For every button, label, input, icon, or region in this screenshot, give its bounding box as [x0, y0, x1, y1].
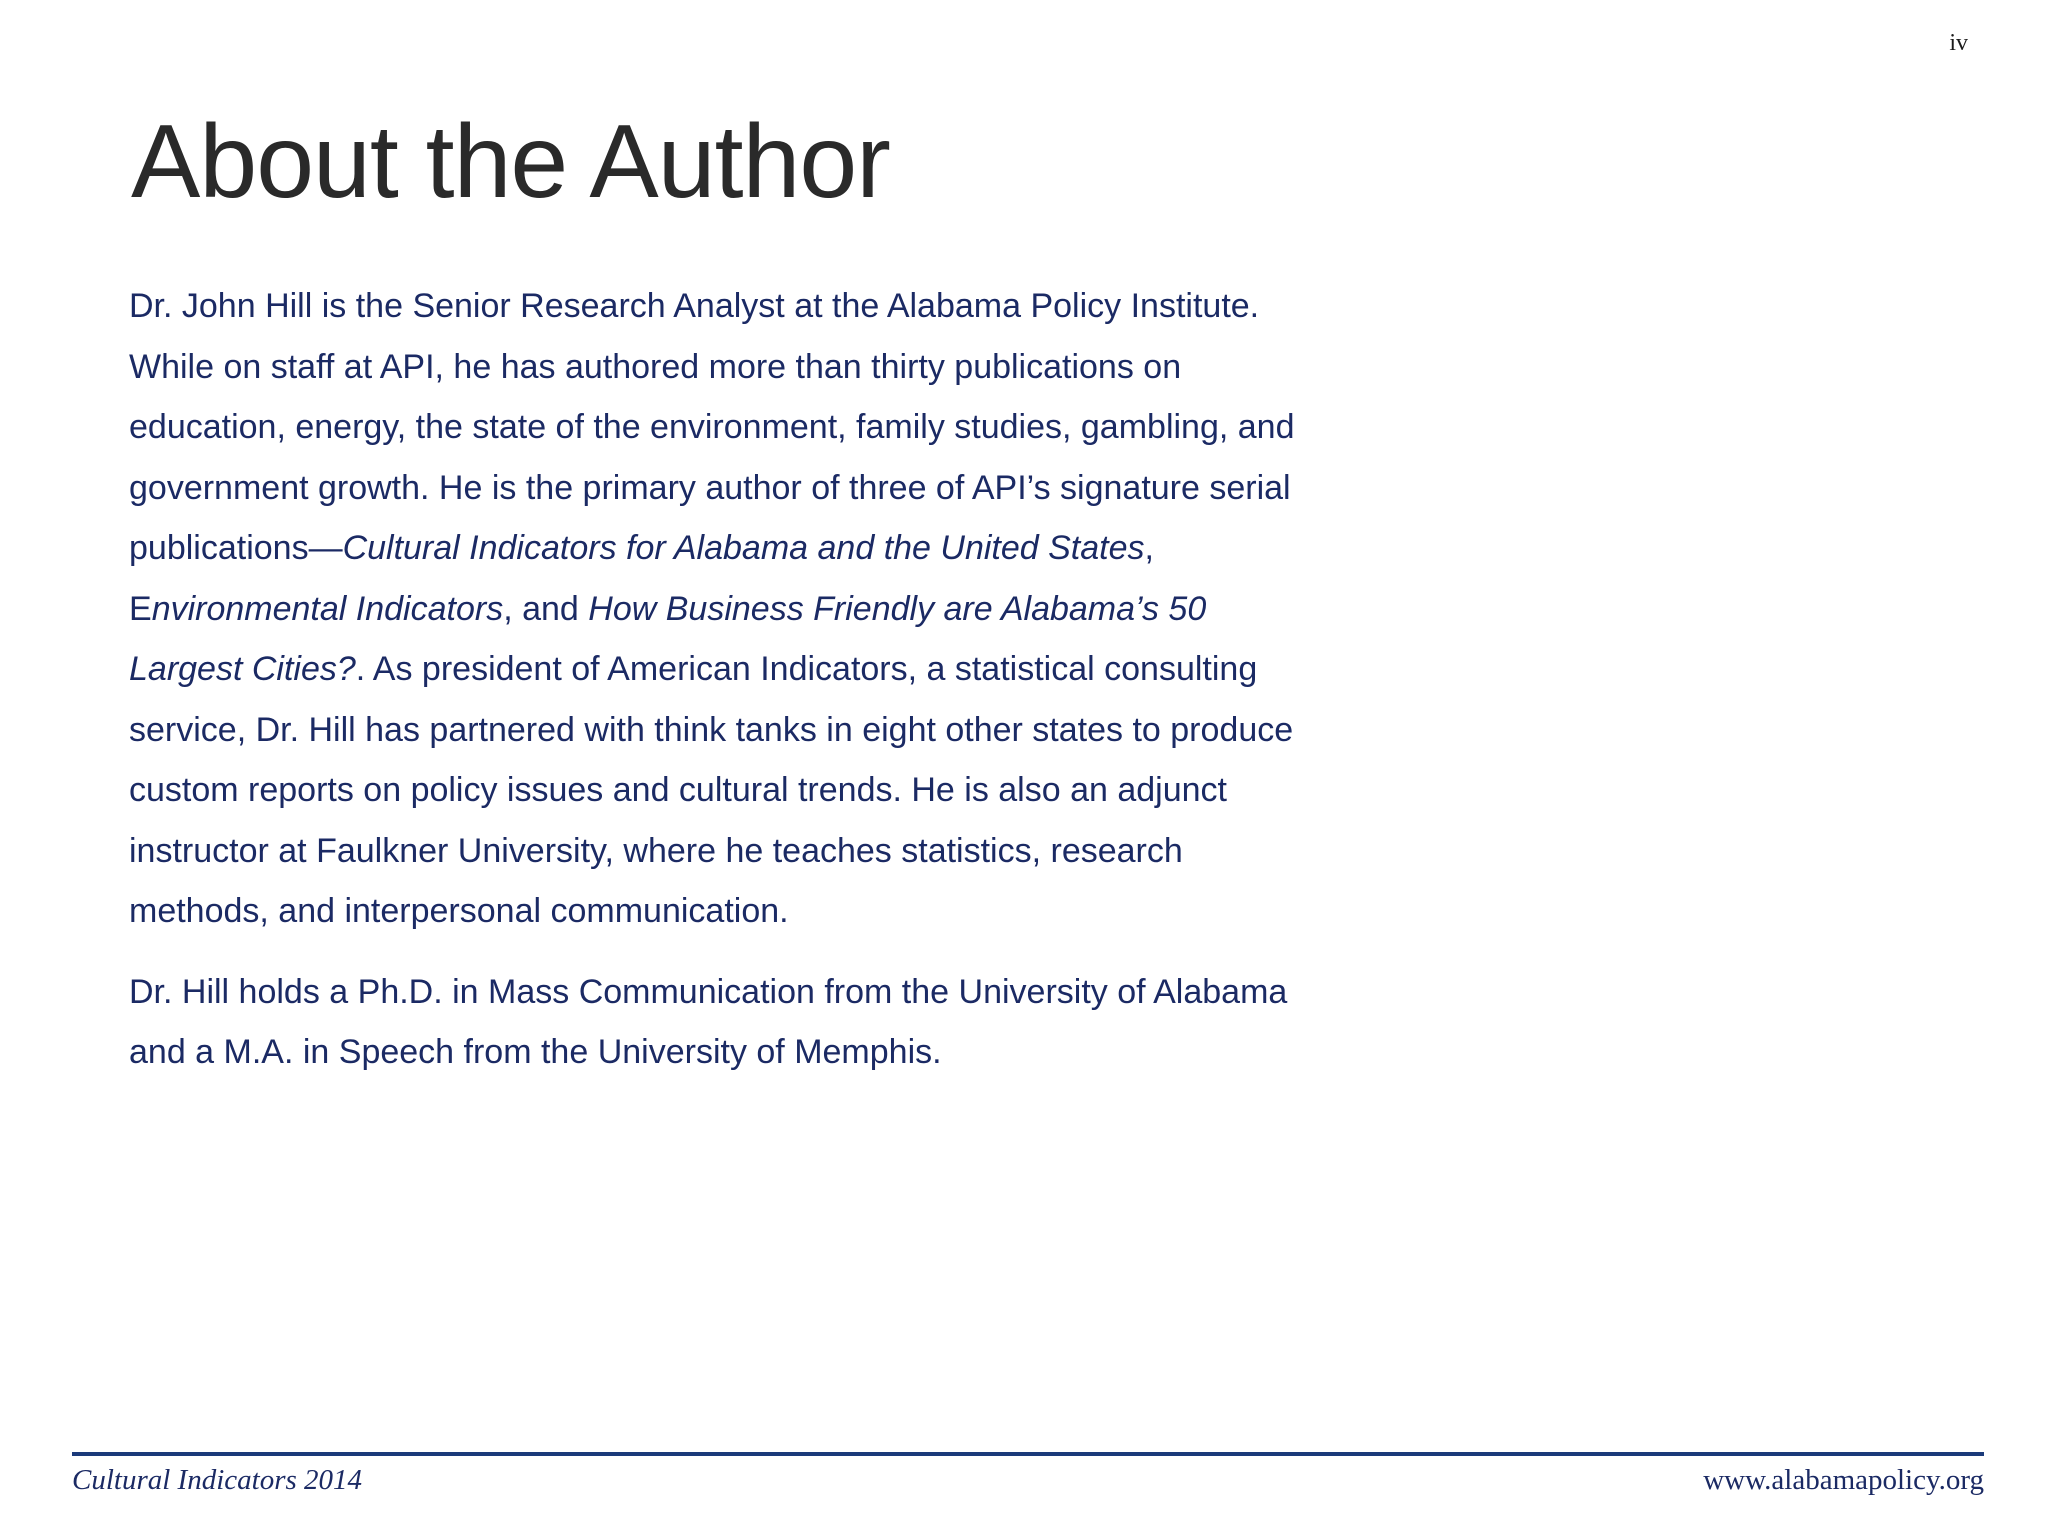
bio-separator: , E — [129, 529, 1154, 628]
page-number: iv — [1949, 30, 1968, 56]
footer-divider — [72, 1452, 1984, 1456]
publication-title-environmental-indicators: nvironmental Indicators — [151, 589, 504, 628]
page-title: About the Author — [131, 104, 890, 220]
bio-text-intro: Dr. John Hill is the Senior Research Analyst at the Alabama Policy Institute. While on staff at API, he has authored more than thirty publications on education, energy, the state of the environment, family studies, gambling, and government growth. He is the primary author of three of API’s signature serial publications— — [129, 287, 1295, 567]
footer-publication-name: Cultural Indicators 2014 — [72, 1464, 363, 1496]
bio-text-continued: . As president of American Indicators, a statistical consulting service, Dr. Hill has partnered with think tanks in eight other states to produce custom reports on policy issues and cultural trends. He is also an adjunct instructor at Faulkner University, where he teaches statistics, research methods, and interpersonal communication. — [129, 650, 1294, 930]
footer-website-link[interactable]: www.alabamapolicy.org — [1703, 1464, 1984, 1496]
bio-paragraph-1 — [129, 276, 1299, 942]
bio-paragraph-2: Dr. Hill holds a Ph.D. in Mass Communication from the University of Alabama and a M.A. in Speech from the University of Memphis. — [129, 972, 1288, 1071]
author-bio — [129, 276, 1299, 1083]
publication-title-business-friendly: How Business Friendly are Alabama’s 50 Largest Cities? — [129, 589, 1207, 688]
bio-separator: , and — [503, 589, 589, 628]
publication-title-cultural-indicators: Cultural Indicators for Alabama and the United States — [342, 529, 1145, 567]
